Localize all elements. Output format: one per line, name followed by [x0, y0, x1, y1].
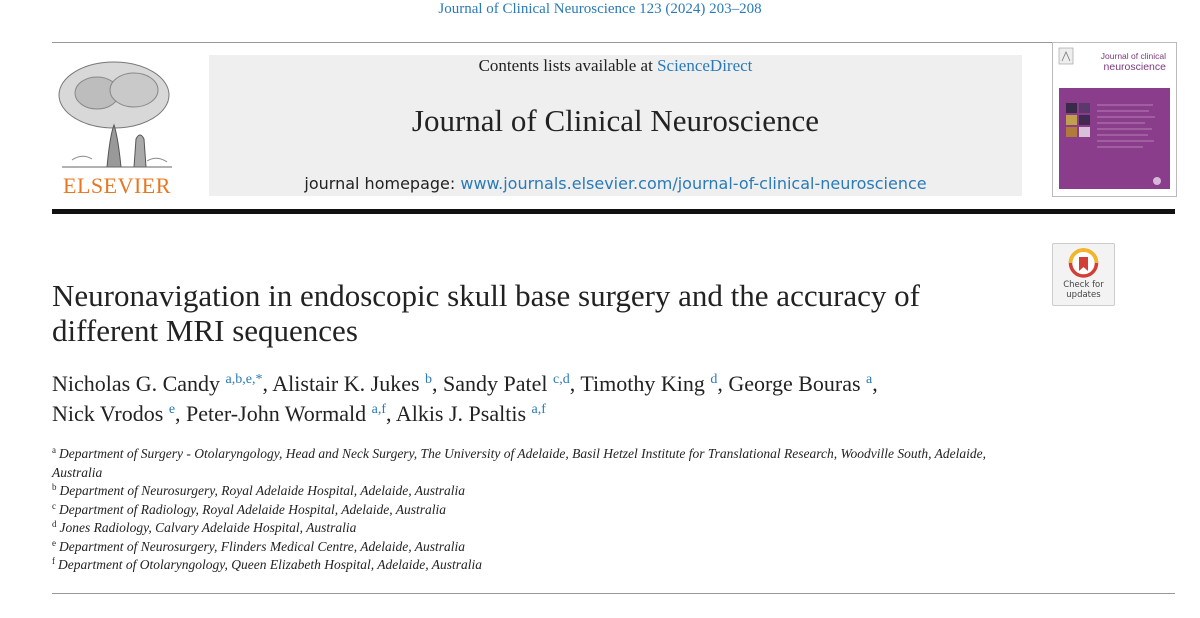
- author-3[interactable]: [443, 371, 580, 396]
- affiliation-c: [52, 501, 1012, 520]
- affiliation-e: [52, 538, 1012, 557]
- author-name[interactable]: Alistair K. Jukes: [272, 371, 420, 396]
- affiliation-text: Department of Neurosurgery, Royal Adelaide Hospital, Adelaide, Australia: [59, 483, 465, 498]
- affiliation-d: [52, 519, 1012, 538]
- author-affiliation-marks[interactable]: c,d: [553, 372, 570, 387]
- affiliation-key: b: [52, 482, 57, 492]
- affiliation-key: e: [52, 537, 56, 548]
- header-top-rule: [52, 42, 1175, 43]
- author-list: [52, 369, 1052, 429]
- article-title: Neuronavigation in endoscopic skull base surgery and the accuracy of different MRI sequences: [52, 278, 920, 348]
- author-affiliation-marks[interactable]: a,f: [531, 402, 546, 417]
- homepage-prefix: journal homepage:: [304, 174, 461, 193]
- elsevier-wordmark: ELSEVIER: [63, 173, 171, 198]
- contents-line: [209, 55, 1022, 77]
- affiliation-key: d: [52, 519, 57, 529]
- affiliation-a: [52, 445, 1012, 482]
- author-6[interactable]: [52, 401, 186, 426]
- check-updates-label: [1053, 280, 1114, 300]
- author-affiliation-marks[interactable]: d: [710, 372, 718, 387]
- citation-line[interactable]: Journal of Clinical Neuroscience 123 (2024) 203–208: [438, 1, 762, 17]
- author-affiliation-marks[interactable]: a: [866, 372, 873, 387]
- affiliation-text: Jones Radiology, Calvary Adelaide Hospital, Australia: [59, 520, 357, 535]
- author-separator: ,: [569, 371, 581, 396]
- author-affiliation-marks[interactable]: b: [425, 372, 433, 387]
- affiliation-key: c: [52, 500, 56, 511]
- cover-brand-line2: neuroscience: [1103, 61, 1166, 73]
- homepage-link[interactable]: www.journals.elsevier.com/journal-of-clinical-neuroscience: [460, 174, 927, 193]
- author-4[interactable]: [580, 371, 728, 396]
- author-separator: ,: [717, 371, 729, 396]
- author-separator: ,: [872, 371, 878, 396]
- sciencedirect-link[interactable]: ScienceDirect: [657, 56, 753, 75]
- affiliation-key: a: [52, 445, 56, 455]
- author-separator: ,: [386, 401, 396, 426]
- homepage-line: [209, 174, 1022, 194]
- author-affiliation-marks[interactable]: e: [168, 402, 176, 417]
- journal-cover[interactable]: [1052, 42, 1177, 197]
- check-updates-icon: [1053, 244, 1114, 280]
- journal-cover-image: [1053, 43, 1176, 196]
- affiliations-bottom-rule: [52, 593, 1175, 594]
- affiliation-list: [52, 445, 1012, 575]
- check-for-updates-badge[interactable]: [1052, 243, 1115, 306]
- author-name[interactable]: Nicholas G. Candy: [52, 371, 221, 396]
- affiliation-f: [52, 556, 1012, 575]
- journal-banner: [209, 55, 1022, 196]
- author-separator: ,: [175, 401, 187, 426]
- author-8[interactable]: [396, 401, 546, 426]
- elsevier-tree-icon: [52, 55, 182, 173]
- author-name[interactable]: Peter-John Wormald: [186, 401, 367, 426]
- author-affiliation-marks[interactable]: a,b,e,*: [225, 372, 263, 387]
- author-name[interactable]: Timothy King: [580, 371, 705, 396]
- affiliation-text: Department of Otolaryngology, Queen Elizabeth Hospital, Adelaide, Australia: [58, 557, 482, 572]
- author-5[interactable]: [728, 371, 877, 396]
- author-name[interactable]: Nick Vrodos: [52, 401, 164, 426]
- affiliation-text: Department of Neurosurgery, Flinders Medical Centre, Adelaide, Australia: [59, 538, 465, 554]
- author-7[interactable]: [186, 401, 396, 426]
- author-2[interactable]: [272, 371, 443, 396]
- author-affiliation-marks[interactable]: a,f: [371, 402, 387, 417]
- author-name[interactable]: Sandy Patel: [443, 371, 548, 396]
- affiliation-text: Department of Surgery - Otolaryngology, Head and Neck Surgery, The University of Adelaide, Basil Hetzel Institute for Translational Research, Woodville South, Adelaide, Australia: [52, 446, 987, 480]
- journal-title: Journal of Clinical Neuroscience: [411, 103, 820, 138]
- affiliation-text: Department of Radiology, Royal Adelaide Hospital, Adelaide, Australia: [59, 501, 446, 517]
- cover-brand-line1: Journal of clinical: [1100, 51, 1166, 61]
- affiliation-key: f: [52, 556, 55, 566]
- author-name[interactable]: George Bouras: [728, 371, 861, 396]
- elsevier-logo: [52, 55, 182, 197]
- check-updates-line2: updates: [1066, 290, 1101, 300]
- author-separator: ,: [262, 371, 273, 396]
- header-bottom-rule: [52, 209, 1175, 214]
- check-updates-line1: Check for: [1063, 280, 1104, 290]
- contents-prefix: Contents lists available at: [478, 56, 658, 75]
- author-name[interactable]: Alkis J. Psaltis: [395, 401, 527, 426]
- affiliation-b: [52, 482, 1012, 501]
- author-1[interactable]: [52, 371, 272, 396]
- author-separator: ,: [432, 371, 444, 396]
